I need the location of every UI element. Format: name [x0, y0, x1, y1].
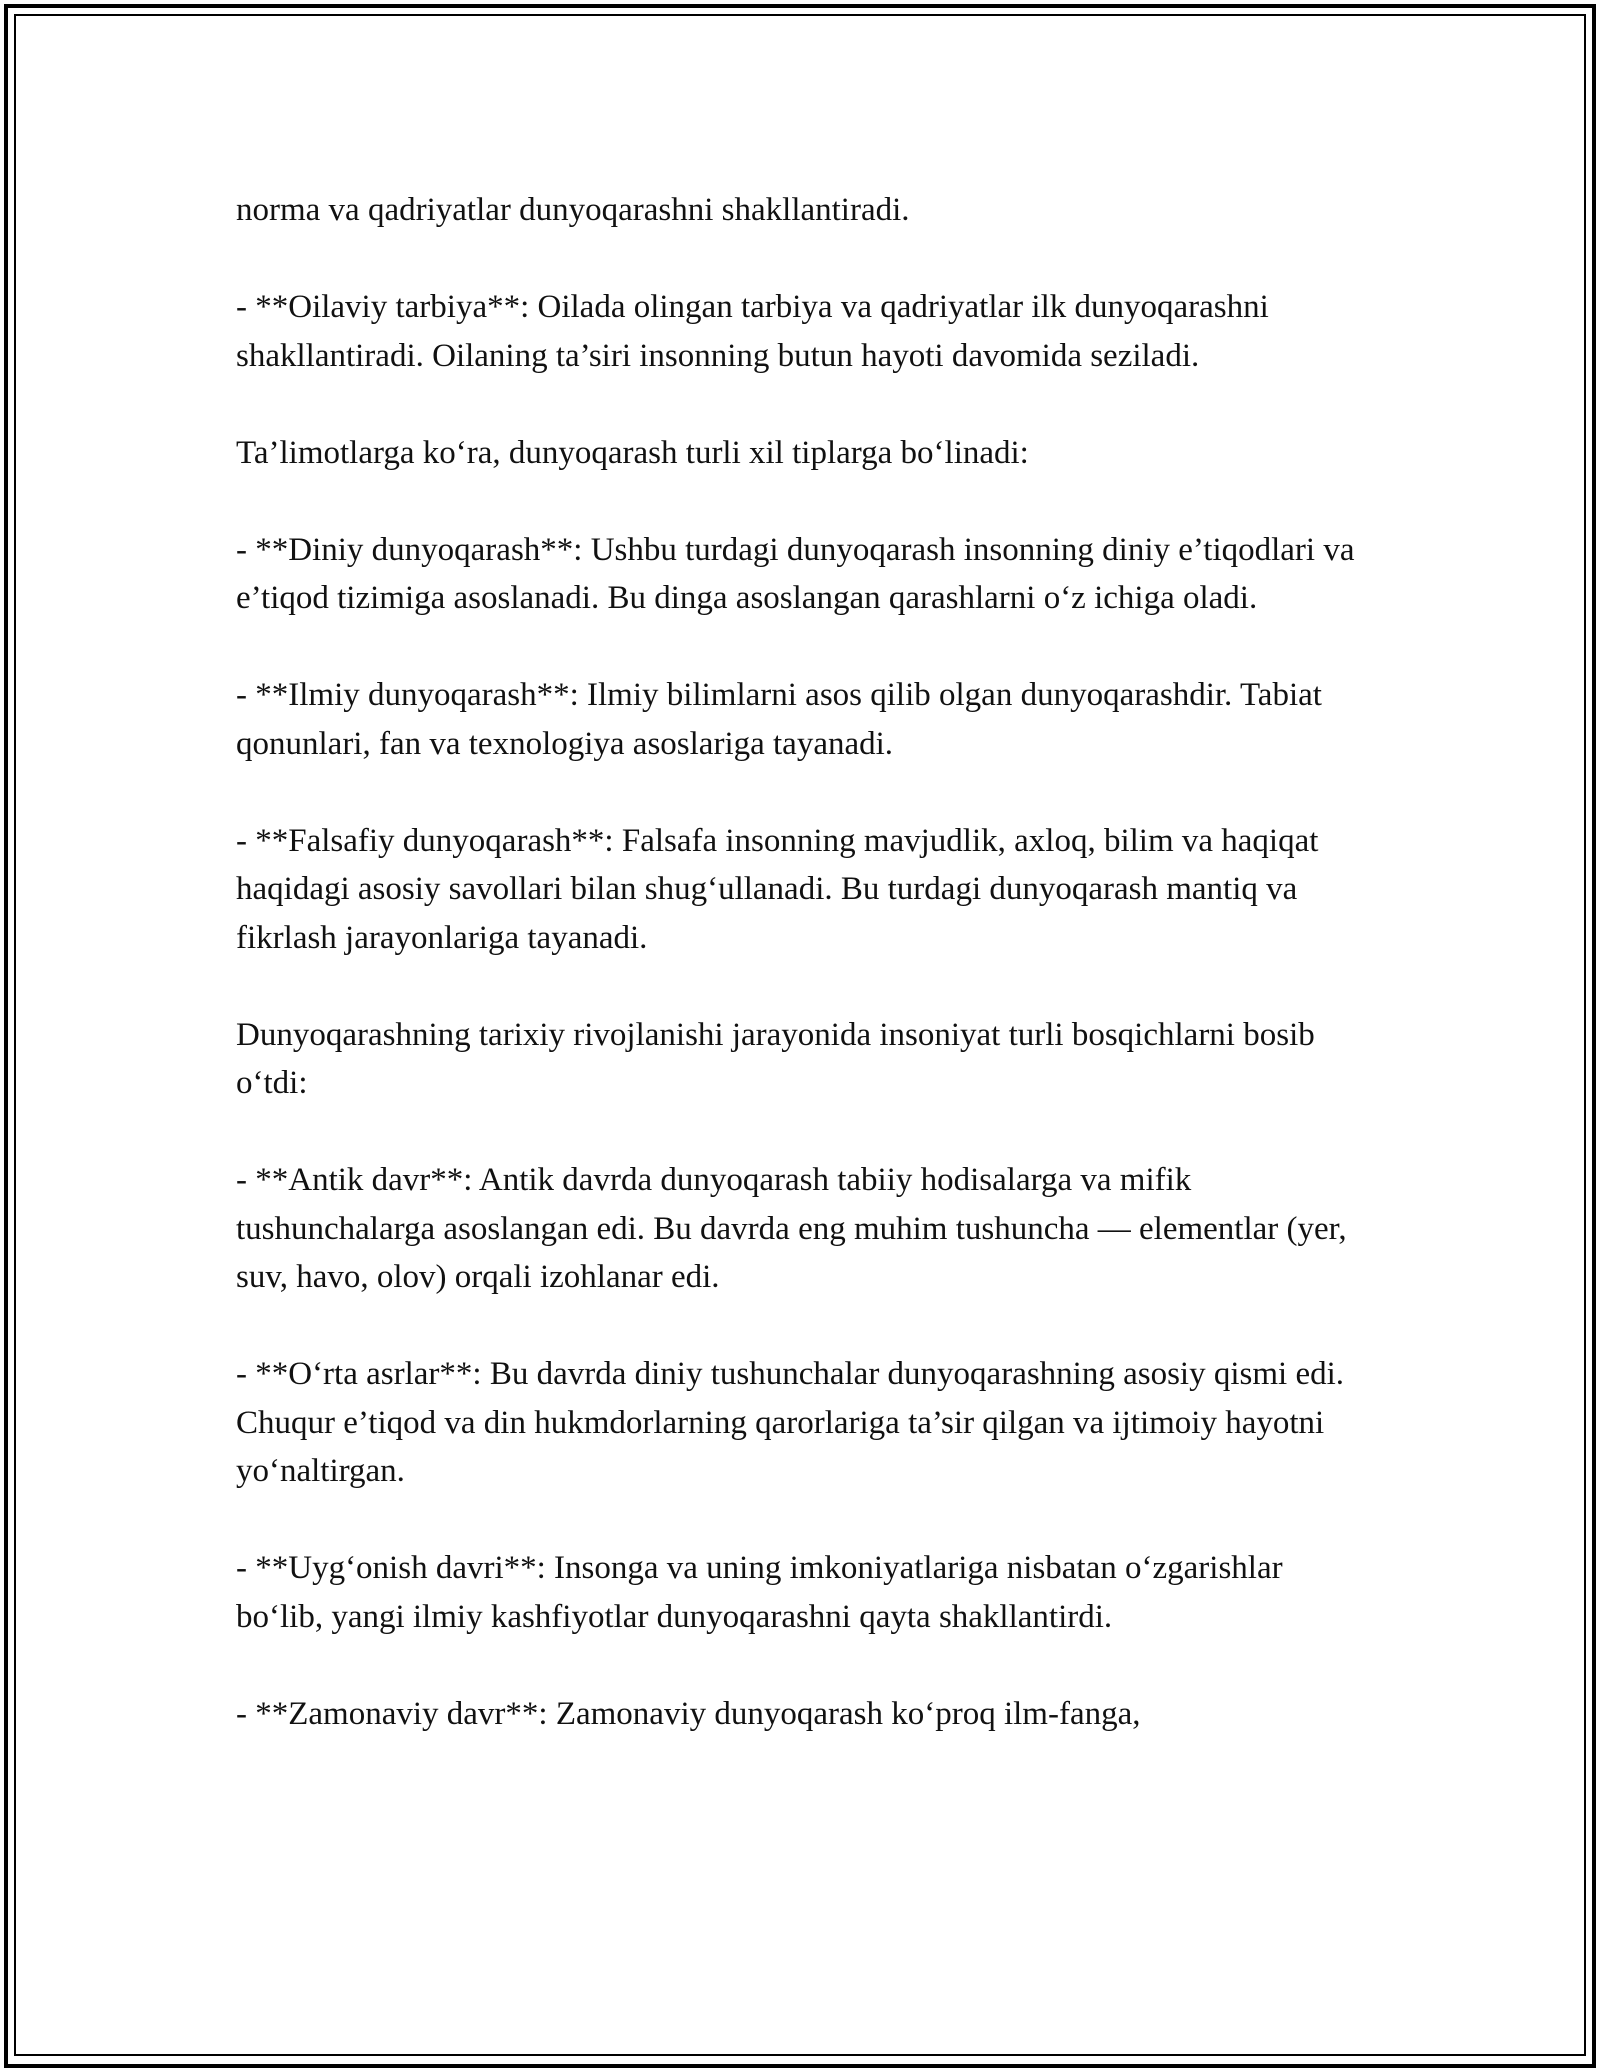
paragraph-norma-va-qadriyatlar: norma va qadriyatlar dunyoqarashni shakllantiradi. — [236, 192, 910, 228]
paragraph-uygonish-davri: - **Uyg‘onish davri**: Insonga va uning imkoniyatlariga nisbatan o‘zgarishlar bo‘lib, yangi ilmiy kashfiyotlar dunyoqarashni qayta shakllantirdi. — [236, 1550, 1283, 1635]
paragraph-oilaviy-tarbiya: - **Oilaviy tarbiya**: Oilada olingan tarbiya va qadriyatlar ilk dunyoqarashni shakllantiradi. Oilaning ta’siri insonning butun hayoti davomida seziladi. — [236, 289, 1269, 374]
paragraph-orta-asrlar: - **O‘rta asrlar**: Bu davrda diniy tushunchalar dunyoqarashning asosiy qismi edi. Chuqur e’tiqod va din hukmdorlarning qarorlariga ta’sir qilgan va ijtimoiy hayotni yo‘naltirgan. — [236, 1356, 1345, 1489]
paragraph-ilmiy-dunyoqarash: - **Ilmiy dunyoqarash**: Ilmiy bilimlarni asos qilib olgan dunyoqarashdir. Tabiat qonunlari, fan va texnologiya asoslariga tayanadi. — [236, 677, 1322, 762]
paragraph-talimotlarga-kora: Ta’limotlarga ko‘ra, dunyoqarash turli xil tiplarga bo‘linadi: — [236, 434, 1029, 471]
paragraph-zamonaviy-davr: - **Zamonaviy davr**: Zamonaviy dunyoqarash ko‘proq ilm-fanga, — [236, 1695, 1141, 1732]
paragraph-diniy-dunyoqarash: - **Diniy dunyoqarash**: Ushbu turdagi dunyoqarash insonning diniy e’tiqodlari va e’tiqod tizimiga asoslanadi. Bu dinga asoslangan qarashlarni o‘z ichiga oladi. — [236, 531, 1355, 616]
paragraph-falsafiy-dunyoqarash: - **Falsafiy dunyoqarash**: Falsafa insonning mavjudlik, axloq, bilim va haqiqat haqidagi asosiy savollari bilan shug‘ullanadi. Bu turdagi dunyoqarash mantiq va fikrlash jarayonlariga tayanadi. — [236, 822, 1319, 956]
paragraph-tarixiy-rivojlanish: Dunyoqarashning tarixiy rivojlanishi jarayonida insoniyat turli bosqichlarni bosib o‘tdi: — [236, 1016, 1315, 1101]
document-body — [236, 186, 1366, 1738]
paragraph-antik-davr: - **Antik davr**: Antik davrda dunyoqarash tabiiy hodisalarga va mifik tushunchalarga asoslangan edi. Bu davrda eng muhim tushuncha — elementlar (yer, suv, havo, olov) orqali izohlanar edi. — [236, 1162, 1347, 1295]
